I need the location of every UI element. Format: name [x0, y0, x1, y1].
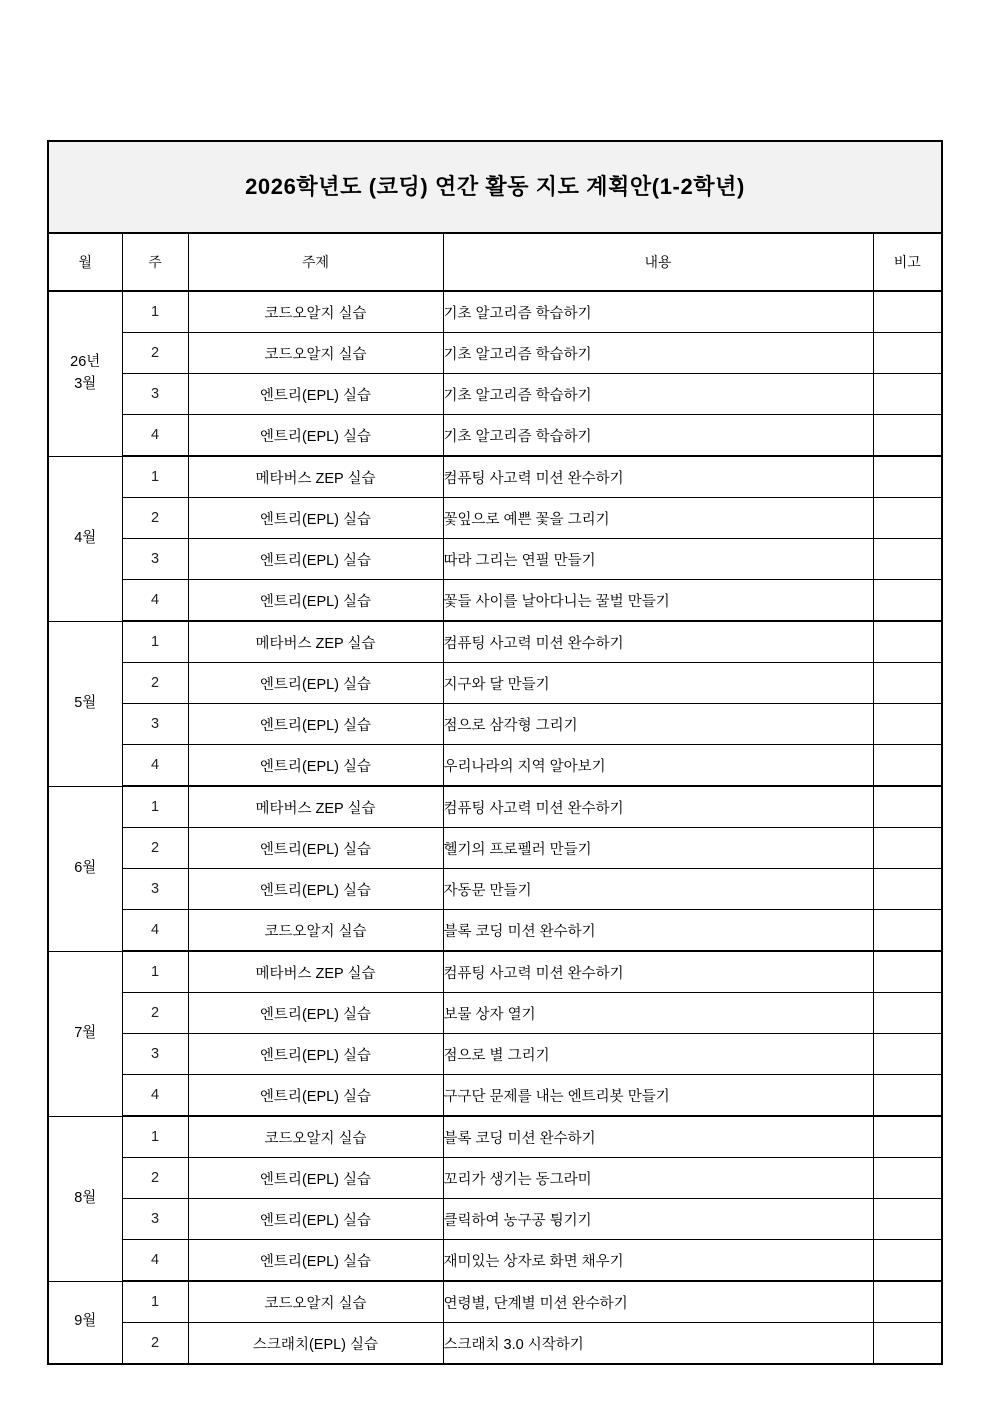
table-row [48, 993, 942, 1034]
subject-cell: 엔트리(EPL) 실습 [188, 1034, 443, 1075]
remark-cell [873, 704, 942, 745]
table-row [48, 910, 942, 952]
column-header-remark: 비고 [873, 233, 942, 291]
subject-cell: 엔트리(EPL) 실습 [188, 1075, 443, 1117]
table-row [48, 1034, 942, 1075]
subject-cell: 메타버스 ZEP 실습 [188, 456, 443, 498]
week-cell: 3 [122, 704, 188, 745]
title-row [48, 141, 942, 233]
remark-cell [873, 786, 942, 828]
week-cell: 1 [122, 621, 188, 663]
table-row [48, 1116, 942, 1158]
month-cell [48, 1116, 122, 1281]
remark-cell [873, 1075, 942, 1117]
content-cell: 구구단 문제를 내는 엔트리봇 만들기 [443, 1075, 873, 1117]
subject-cell: 엔트리(EPL) 실습 [188, 539, 443, 580]
remark-cell [873, 291, 942, 333]
subject-cell: 엔트리(EPL) 실습 [188, 663, 443, 704]
table-row [48, 498, 942, 539]
table-row [48, 415, 942, 457]
subject-cell: 메타버스 ZEP 실습 [188, 786, 443, 828]
content-cell: 재미있는 상자로 화면 채우기 [443, 1240, 873, 1282]
subject-cell: 엔트리(EPL) 실습 [188, 415, 443, 457]
subject-cell: 코드오알지 실습 [188, 1116, 443, 1158]
table-row [48, 1199, 942, 1240]
week-cell: 1 [122, 291, 188, 333]
month-label-line1: 5월 [74, 694, 97, 711]
table-row [48, 1240, 942, 1282]
content-cell: 기초 알고리즘 학습하기 [443, 415, 873, 457]
table-row [48, 621, 942, 663]
remark-cell [873, 1281, 942, 1323]
content-cell: 스크래치 3.0 시작하기 [443, 1323, 873, 1365]
document-page [47, 140, 941, 1365]
table-row [48, 869, 942, 910]
content-cell: 점으로 삼각형 그리기 [443, 704, 873, 745]
week-cell: 1 [122, 951, 188, 993]
week-cell: 4 [122, 1240, 188, 1282]
week-cell: 2 [122, 828, 188, 869]
remark-cell [873, 456, 942, 498]
remark-cell [873, 663, 942, 704]
content-cell: 연령별, 단계별 미션 완수하기 [443, 1281, 873, 1323]
remark-cell [873, 333, 942, 374]
subject-cell: 코드오알지 실습 [188, 333, 443, 374]
content-cell: 꽃들 사이를 날아다니는 꿀벌 만들기 [443, 580, 873, 622]
content-cell: 컴퓨팅 사고력 미션 완수하기 [443, 621, 873, 663]
week-cell: 1 [122, 1281, 188, 1323]
month-cell [48, 621, 122, 786]
table-row [48, 663, 942, 704]
week-cell: 4 [122, 415, 188, 457]
week-cell: 4 [122, 580, 188, 622]
content-cell: 기초 알고리즘 학습하기 [443, 291, 873, 333]
table-row [48, 828, 942, 869]
week-cell: 3 [122, 539, 188, 580]
subject-cell: 코드오알지 실습 [188, 1281, 443, 1323]
remark-cell [873, 951, 942, 993]
content-cell: 꽃잎으로 예쁜 꽃을 그리기 [443, 498, 873, 539]
month-cell [48, 291, 122, 456]
content-cell: 보물 상자 열기 [443, 993, 873, 1034]
table-row [48, 539, 942, 580]
month-label-line1: 6월 [74, 859, 97, 876]
subject-cell: 엔트리(EPL) 실습 [188, 1158, 443, 1199]
month-cell [48, 1281, 122, 1364]
content-cell: 기초 알고리즘 학습하기 [443, 374, 873, 415]
month-label-line1: 9월 [74, 1313, 97, 1330]
annual-plan-table [47, 140, 943, 1365]
content-cell: 클릭하여 농구공 튕기기 [443, 1199, 873, 1240]
month-label-line1: 7월 [74, 1024, 97, 1041]
week-cell: 2 [122, 663, 188, 704]
week-cell: 2 [122, 993, 188, 1034]
table-row [48, 580, 942, 622]
month-label-line1: 26년 [70, 354, 101, 370]
week-cell: 1 [122, 786, 188, 828]
remark-cell [873, 828, 942, 869]
week-cell: 3 [122, 374, 188, 415]
content-cell: 헬기의 프로펠러 만들기 [443, 828, 873, 869]
content-cell: 우리나라의 지역 알아보기 [443, 745, 873, 787]
week-cell: 4 [122, 1075, 188, 1117]
remark-cell [873, 910, 942, 952]
remark-cell [873, 498, 942, 539]
subject-cell: 스크래치(EPL) 실습 [188, 1323, 443, 1365]
month-label-line1: 8월 [74, 1189, 97, 1206]
month-cell [48, 456, 122, 621]
subject-cell: 코드오알지 실습 [188, 291, 443, 333]
table-row [48, 374, 942, 415]
subject-cell: 코드오알지 실습 [188, 910, 443, 952]
table-row [48, 456, 942, 498]
remark-cell [873, 1158, 942, 1199]
week-cell: 3 [122, 1199, 188, 1240]
content-cell: 기초 알고리즘 학습하기 [443, 333, 873, 374]
month-cell [48, 951, 122, 1116]
remark-cell [873, 1034, 942, 1075]
content-cell: 블록 코딩 미션 완수하기 [443, 1116, 873, 1158]
table-row [48, 1323, 942, 1365]
table-row [48, 951, 942, 993]
content-cell: 점으로 별 그리기 [443, 1034, 873, 1075]
week-cell: 2 [122, 333, 188, 374]
content-cell: 컴퓨팅 사고력 미션 완수하기 [443, 456, 873, 498]
remark-cell [873, 1199, 942, 1240]
remark-cell [873, 621, 942, 663]
month-label-line2: 3월 [74, 375, 97, 392]
subject-cell: 엔트리(EPL) 실습 [188, 993, 443, 1034]
table-row [48, 745, 942, 787]
week-cell: 4 [122, 745, 188, 787]
page-title: 2026학년도 (코딩) 연간 활동 지도 계획안(1-2학년) [245, 173, 745, 199]
content-cell: 컴퓨팅 사고력 미션 완수하기 [443, 951, 873, 993]
column-header-subject: 주제 [188, 233, 443, 291]
subject-cell: 엔트리(EPL) 실습 [188, 828, 443, 869]
content-cell: 지구와 달 만들기 [443, 663, 873, 704]
remark-cell [873, 1240, 942, 1282]
table-row [48, 1158, 942, 1199]
subject-cell: 엔트리(EPL) 실습 [188, 1240, 443, 1282]
remark-cell [873, 374, 942, 415]
remark-cell [873, 580, 942, 622]
week-cell: 3 [122, 1034, 188, 1075]
month-label-line1: 4월 [74, 529, 97, 546]
table-body [48, 141, 942, 1364]
remark-cell [873, 869, 942, 910]
remark-cell [873, 1323, 942, 1365]
table-row [48, 291, 942, 333]
content-cell: 꼬리가 생기는 동그라미 [443, 1158, 873, 1199]
table-row [48, 704, 942, 745]
column-header-week: 주 [122, 233, 188, 291]
week-cell: 4 [122, 910, 188, 952]
remark-cell [873, 745, 942, 787]
week-cell: 2 [122, 1158, 188, 1199]
content-cell: 블록 코딩 미션 완수하기 [443, 910, 873, 952]
week-cell: 2 [122, 498, 188, 539]
document-title-cell [48, 141, 942, 233]
header-row [48, 233, 942, 291]
table-row [48, 1075, 942, 1117]
content-cell: 컴퓨팅 사고력 미션 완수하기 [443, 786, 873, 828]
week-cell: 1 [122, 1116, 188, 1158]
remark-cell [873, 1116, 942, 1158]
remark-cell [873, 415, 942, 457]
table-row [48, 333, 942, 374]
subject-cell: 엔트리(EPL) 실습 [188, 374, 443, 415]
subject-cell: 엔트리(EPL) 실습 [188, 869, 443, 910]
month-cell [48, 786, 122, 951]
week-cell: 3 [122, 869, 188, 910]
content-cell: 자동문 만들기 [443, 869, 873, 910]
subject-cell: 메타버스 ZEP 실습 [188, 951, 443, 993]
week-cell: 1 [122, 456, 188, 498]
week-cell: 2 [122, 1323, 188, 1365]
subject-cell: 엔트리(EPL) 실습 [188, 745, 443, 787]
table-row [48, 1281, 942, 1323]
content-cell: 따라 그리는 연필 만들기 [443, 539, 873, 580]
subject-cell: 엔트리(EPL) 실습 [188, 580, 443, 622]
subject-cell: 메타버스 ZEP 실습 [188, 621, 443, 663]
remark-cell [873, 539, 942, 580]
remark-cell [873, 993, 942, 1034]
column-header-month: 월 [48, 233, 122, 291]
column-header-content: 내용 [443, 233, 873, 291]
subject-cell: 엔트리(EPL) 실습 [188, 498, 443, 539]
table-row [48, 786, 942, 828]
subject-cell: 엔트리(EPL) 실습 [188, 1199, 443, 1240]
subject-cell: 엔트리(EPL) 실습 [188, 704, 443, 745]
